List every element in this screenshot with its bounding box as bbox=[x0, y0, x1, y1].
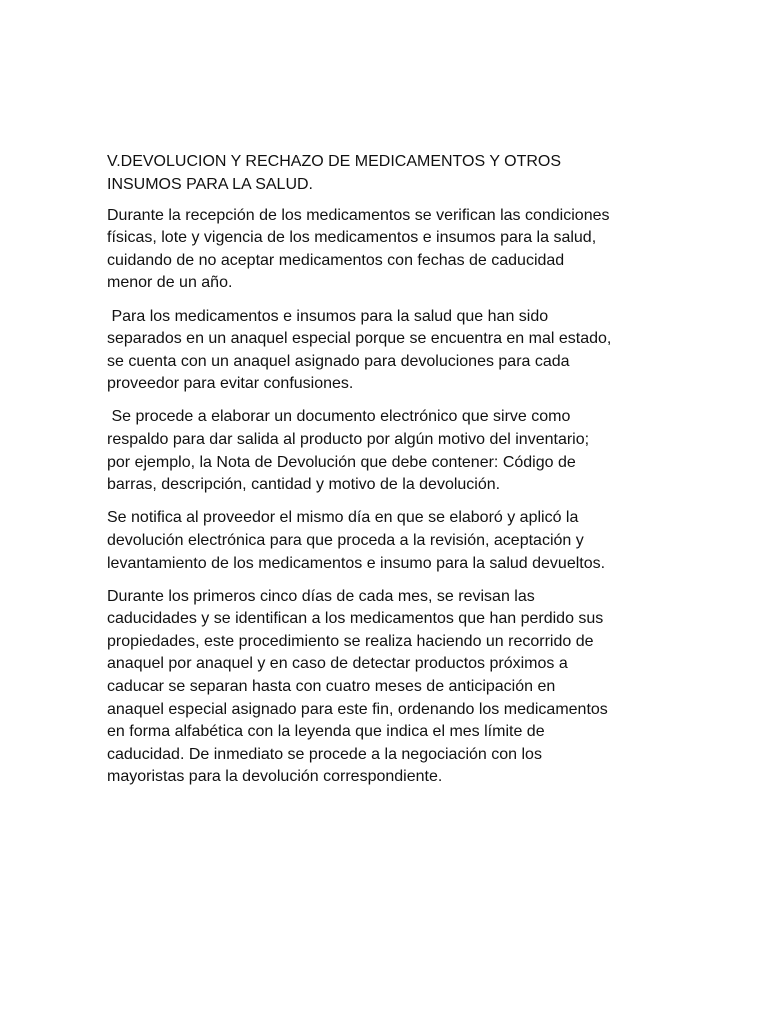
paragraph-line: respaldo para dar salida al producto por algún motivo del inventario; bbox=[107, 431, 590, 449]
section-title bbox=[107, 151, 667, 196]
paragraph-line: físicas, lote y vigencia de los medicamentos e insumos para la salud, bbox=[107, 229, 597, 247]
paragraph-line: caducidad. De inmediato se procede a la negociación con los bbox=[107, 745, 542, 763]
paragraph-supplier-notice bbox=[107, 507, 667, 575]
paragraph-line: mayoristas para la devolución correspondiente. bbox=[107, 768, 443, 786]
paragraph-line: Durante los primeros cinco días de cada mes, se revisan las bbox=[107, 587, 535, 605]
paragraph-expiry-review bbox=[107, 586, 667, 789]
paragraph-line: anaquel especial asignado para este fin, ordenando los medicamentos bbox=[107, 700, 608, 718]
paragraph-electronic-document bbox=[107, 406, 667, 496]
document-body bbox=[107, 151, 667, 799]
paragraph-line: anaquel por anaquel y en caso de detectar productos próximos a bbox=[107, 655, 568, 673]
paragraph-line: devolución electrónica para que proceda a la revisión, aceptación y bbox=[107, 531, 584, 549]
paragraph-shelf bbox=[107, 306, 667, 396]
paragraph-line: proveedor para evitar confusiones. bbox=[107, 375, 354, 393]
paragraph-line: por ejemplo, la Nota de Devolución que debe contener: Código de bbox=[107, 453, 576, 471]
paragraph-line: levantamiento de los medicamentos e insumo para la salud devueltos. bbox=[107, 554, 606, 572]
paragraph-line: cuidando de no aceptar medicamentos con fechas de caducidad bbox=[107, 251, 565, 269]
title-line: V.DEVOLUCION Y RECHAZO DE MEDICAMENTOS Y OTROS bbox=[107, 153, 562, 170]
paragraph-line: propiedades, este procedimiento se realiza haciendo un recorrido de bbox=[107, 632, 594, 650]
paragraph-reception bbox=[107, 205, 667, 295]
paragraph-line: Durante la recepción de los medicamentos se verifican las condiciones bbox=[107, 206, 610, 224]
paragraph-line: Se procede a elaborar un documento electrónico que sirve como bbox=[107, 408, 571, 426]
paragraph-line: barras, descripción, cantidad y motivo de la devolución. bbox=[107, 476, 501, 494]
paragraph-line: se cuenta con un anaquel asignado para devoluciones para cada bbox=[107, 352, 570, 370]
paragraph-line: Para los medicamentos e insumos para la salud que han sido bbox=[107, 307, 549, 325]
paragraph-line: en forma alfabética con la leyenda que indica el mes límite de bbox=[107, 723, 545, 741]
paragraph-line: Se notifica al proveedor el mismo día en que se elaboró y aplicó la bbox=[107, 509, 579, 527]
paragraph-line: caducidades y se identifican a los medicamentos que han perdido sus bbox=[107, 610, 604, 628]
paragraph-line: caducar se separan hasta con cuatro meses de anticipación en bbox=[107, 677, 556, 695]
paragraph-line: separados en un anaquel especial porque se encuentra en mal estado, bbox=[107, 330, 612, 348]
title-line: INSUMOS PARA LA SALUD. bbox=[107, 175, 313, 193]
paragraph-line: menor de un año. bbox=[107, 274, 233, 292]
